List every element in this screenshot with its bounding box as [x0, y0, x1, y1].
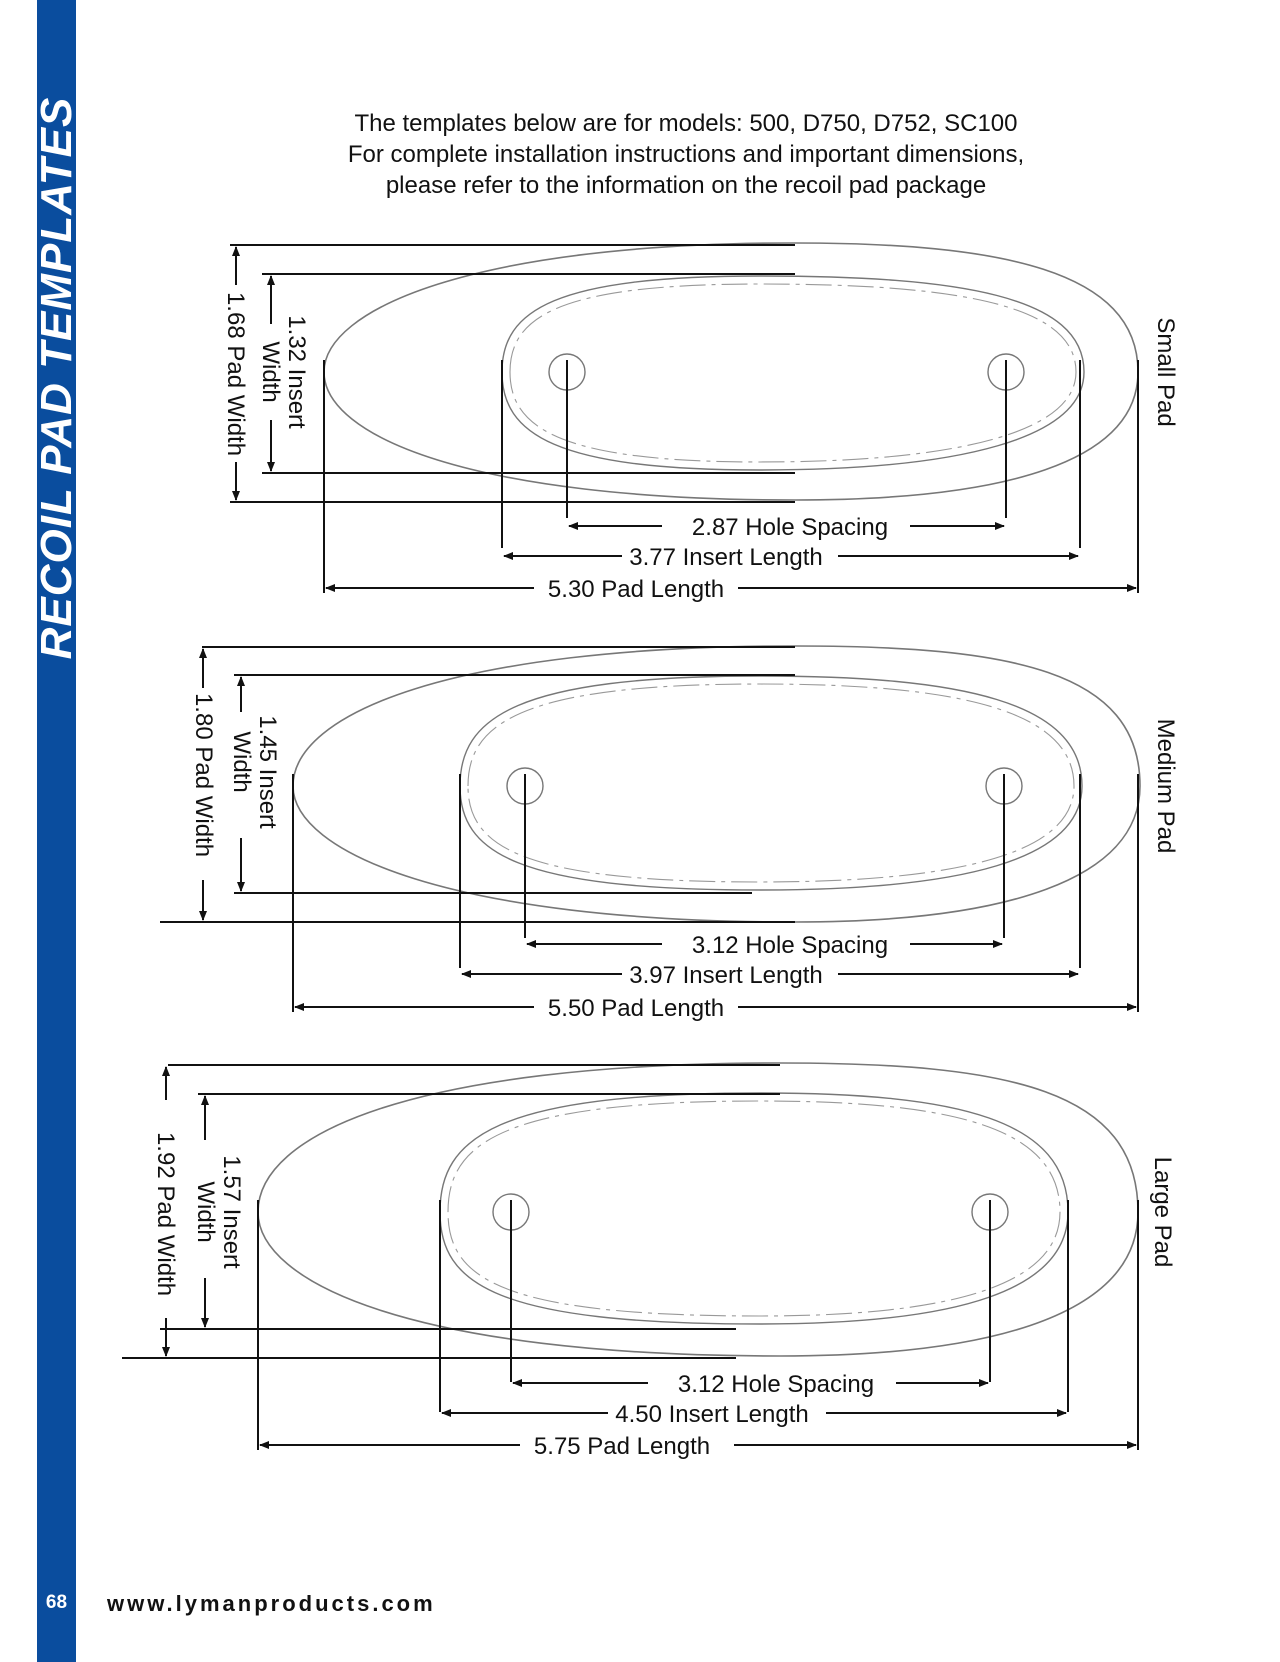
- template-large-pad: [122, 1063, 1176, 1460]
- sidebar-title: RECOIL PAD TEMPLATES: [32, 96, 81, 660]
- insert-length-label: 4.50 Insert Length: [615, 1401, 809, 1428]
- pad-outline: [293, 646, 1140, 922]
- insert-inner-outline: [448, 1101, 1060, 1316]
- pad-length-label: 5.75 Pad Length: [533, 1433, 711, 1460]
- intro-line-2: For complete installation instructions and important dimensions,: [347, 141, 1025, 168]
- insert-width-label-line1: 1.57 Insert: [218, 1155, 245, 1269]
- insert-width-label-line2: Width: [257, 341, 284, 403]
- insert-outline: [502, 276, 1084, 470]
- intro-line-1: The templates below are for models: 500, D750, D752, SC100: [354, 110, 1018, 137]
- pad-outline: [258, 1063, 1138, 1356]
- pad-name-label: Medium Pad: [1152, 718, 1179, 854]
- intro-line-3: please refer to the information on the recoil pad package: [385, 172, 987, 199]
- insert-width-label-line1: 1.32 Insert: [283, 315, 310, 429]
- page-number: 68: [45, 1592, 68, 1613]
- insert-inner-outline: [510, 284, 1076, 462]
- pad-width-label: 1.92 Pad Width: [152, 1131, 179, 1297]
- website-url: www.lymanproducts.com: [107, 1591, 436, 1616]
- hole-spacing-label: 3.12 Hole Spacing: [677, 1371, 875, 1398]
- hole-spacing-label: 3.12 Hole Spacing: [691, 932, 889, 959]
- pad-name-label: Small Pad: [1152, 317, 1179, 427]
- insert-inner-outline: [468, 684, 1074, 882]
- pad-width-label: 1.68 Pad Width: [222, 291, 249, 457]
- insert-outline: [460, 676, 1082, 890]
- template-medium-pad: [160, 646, 1179, 1022]
- insert-outline: [440, 1093, 1068, 1324]
- pad-width-label: 1.80 Pad Width: [190, 692, 217, 858]
- hole-spacing-label: 2.87 Hole Spacing: [691, 514, 889, 541]
- template-small-pad: [222, 243, 1179, 603]
- insert-width-label-line2: Width: [228, 731, 255, 793]
- insert-width-label-line1: 1.45 Insert: [254, 715, 281, 829]
- insert-length-label: 3.77 Insert Length: [629, 544, 823, 571]
- pad-length-label: 5.30 Pad Length: [547, 576, 725, 603]
- pad-name-label: Large Pad: [1149, 1156, 1176, 1268]
- pad-length-label: 5.50 Pad Length: [547, 995, 725, 1022]
- insert-width-label-line2: Width: [192, 1181, 219, 1243]
- insert-length-label: 3.97 Insert Length: [629, 962, 823, 989]
